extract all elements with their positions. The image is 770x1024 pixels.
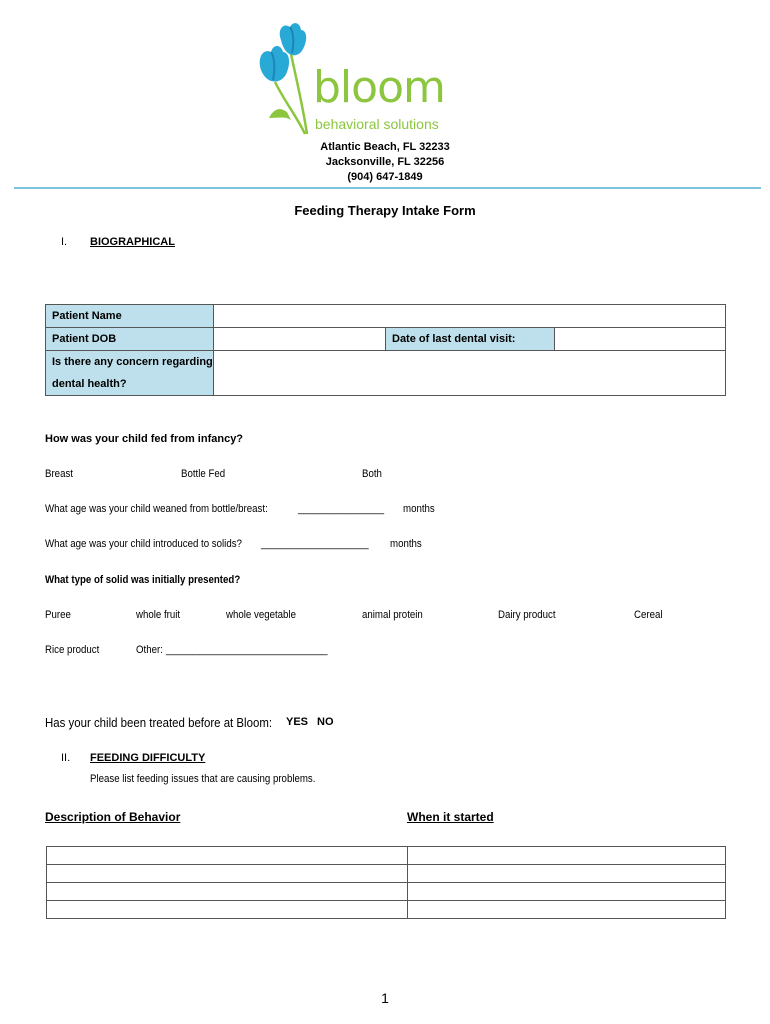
patient-name-label: Patient Name [46,305,214,328]
behavior-cell[interactable] [47,847,408,865]
section-1-title: BIOGRAPHICAL [90,236,175,248]
logo-brand: bloom [313,62,445,113]
patient-dob-label: Patient DOB [46,328,214,351]
behavior-cell[interactable] [47,883,408,901]
address-line-1: Atlantic Beach, FL 32233 [320,141,450,153]
behavior-cell[interactable] [47,865,408,883]
table-row [47,883,726,901]
logo-tagline: behavioral solutions [315,116,439,132]
section-2-title: FEEDING DIFFICULTY [90,752,206,764]
weaned-question: What age was your child weaned from bottle/breast: [45,503,268,515]
started-cell[interactable] [408,847,726,865]
treated-question: Has your child been treated before at Bloom: [45,715,273,730]
solids-question: What age was your child introduced to solids? [45,538,242,550]
header-divider [14,187,761,189]
solids-blank[interactable]: ____________________ [261,538,369,550]
page-number: 1 [381,990,389,1006]
dental-concern-field[interactable] [214,351,726,396]
option-whole-vegetable[interactable]: whole vegetable [226,609,296,621]
logo [245,22,475,137]
option-whole-fruit[interactable]: whole fruit [136,609,181,621]
phone-number: (904) 647-1849 [347,171,423,183]
table-row [47,901,726,919]
other-blank[interactable]: ______________________________ [166,644,328,656]
table-row [47,847,726,865]
table-row [47,865,726,883]
fed-question: How was your child fed from infancy? [45,433,244,445]
patient-dob-field[interactable] [214,328,386,351]
option-rice-product[interactable]: Rice product [45,644,100,656]
form-title: Feeding Therapy Intake Form [294,203,476,218]
behavior-table [46,846,726,919]
dental-visit-label: Date of last dental visit: [386,328,555,351]
started-cell[interactable] [408,865,726,883]
biographical-table [45,304,726,396]
solids-unit: months [390,538,422,550]
section-2-number: II. [61,752,71,764]
treated-no[interactable]: NO [317,716,334,728]
other-label: Other: [136,644,163,656]
treated-yes[interactable]: YES [286,716,309,728]
weaned-blank[interactable]: ________________ [298,503,385,515]
behavior-column-header: Description of Behavior [45,810,181,824]
started-cell[interactable] [408,883,726,901]
dental-visit-field[interactable] [555,328,726,351]
started-cell[interactable] [408,901,726,919]
option-both[interactable]: Both [362,468,382,480]
started-column-header: When it started [407,810,494,824]
patient-name-field[interactable] [214,305,726,328]
dental-concern-label [46,351,214,396]
dental-concern-line-1: Is there any concern regarding [52,356,213,368]
section-2-instruction: Please list feeding issues that are causing problems. [90,773,316,785]
option-bottle-fed[interactable]: Bottle Fed [181,468,226,480]
dental-concern-line-2: dental health? [52,378,127,390]
option-dairy-product[interactable]: Dairy product [498,609,556,621]
option-breast[interactable]: Breast [45,468,73,480]
option-animal-protein[interactable]: animal protein [362,609,423,621]
behavior-cell[interactable] [47,901,408,919]
address-line-2: Jacksonville, FL 32256 [325,156,445,168]
option-puree[interactable]: Puree [45,609,71,621]
solid-type-question: What type of solid was initially presented? [45,574,241,586]
option-cereal[interactable]: Cereal [634,609,663,621]
section-1-number: I. [61,236,68,248]
weaned-unit: months [403,503,435,515]
address-block [285,140,485,185]
